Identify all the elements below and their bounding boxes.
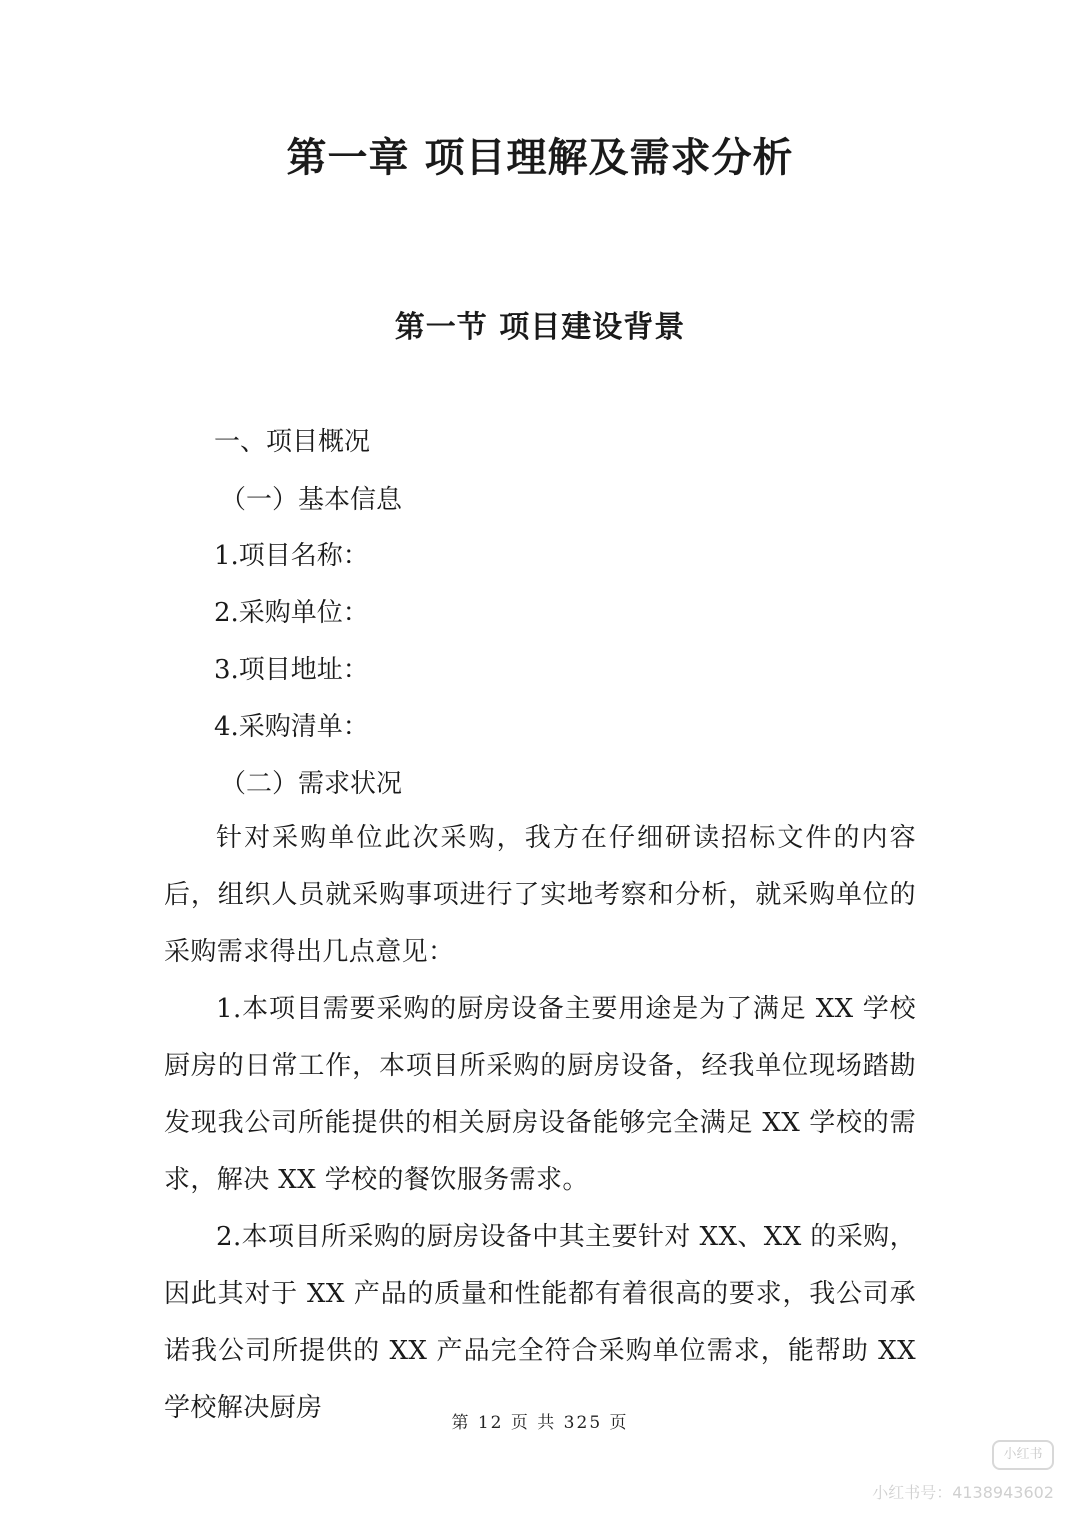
watermark-id: 小红书号：4138943602 <box>872 1483 1054 1502</box>
info-item-project-address: 3.项目地址： <box>214 655 369 685</box>
section-title: 第一节 项目建设背景 <box>394 310 686 345</box>
paragraph-point-2: 2.本项目所采购的厨房设备中其主要针对 XX、XX 的采购，因此其对于 XX 产品的质量和性能都有着很高的要求，我公司承诺我公司所提供的 XX 产品完全符合采购单位需求，能帮助 XX 学校解决厨房 <box>164 1222 916 1423</box>
heading-project-overview: 一、项目概况 <box>214 427 371 457</box>
info-item-purchase-list: 4.采购清单： <box>214 712 369 742</box>
page-number-footer: 第 12 页 共 325 页 <box>451 1413 629 1433</box>
chapter-title: 第一章 项目理解及需求分析 <box>286 135 794 181</box>
info-item-project-name: 1.项目名称： <box>214 541 369 571</box>
watermark-logo: 小红书 <box>992 1440 1054 1470</box>
paragraph-point-1: 1.本项目需要采购的厨房设备主要用途是为了满足 XX 学校厨房的日常工作，本项目所采购的厨房设备，经我单位现场踏勘发现我公司所能提供的相关厨房设备能够完全满足 XX 学校的需求，解决 XX 学校的餐饮服务需求。 <box>164 994 916 1195</box>
subheading-demand-status: （二）需求状况 <box>220 769 403 799</box>
subheading-basic-info: （一）基本信息 <box>220 485 403 515</box>
paragraph-intro: 针对采购单位此次采购，我方在仔细研读招标文件的内容后，组织人员就采购事项进行了实地考察和分析，就采购单位的采购需求得出几点意见： <box>164 823 916 967</box>
info-item-purchaser: 2.采购单位： <box>214 598 369 628</box>
